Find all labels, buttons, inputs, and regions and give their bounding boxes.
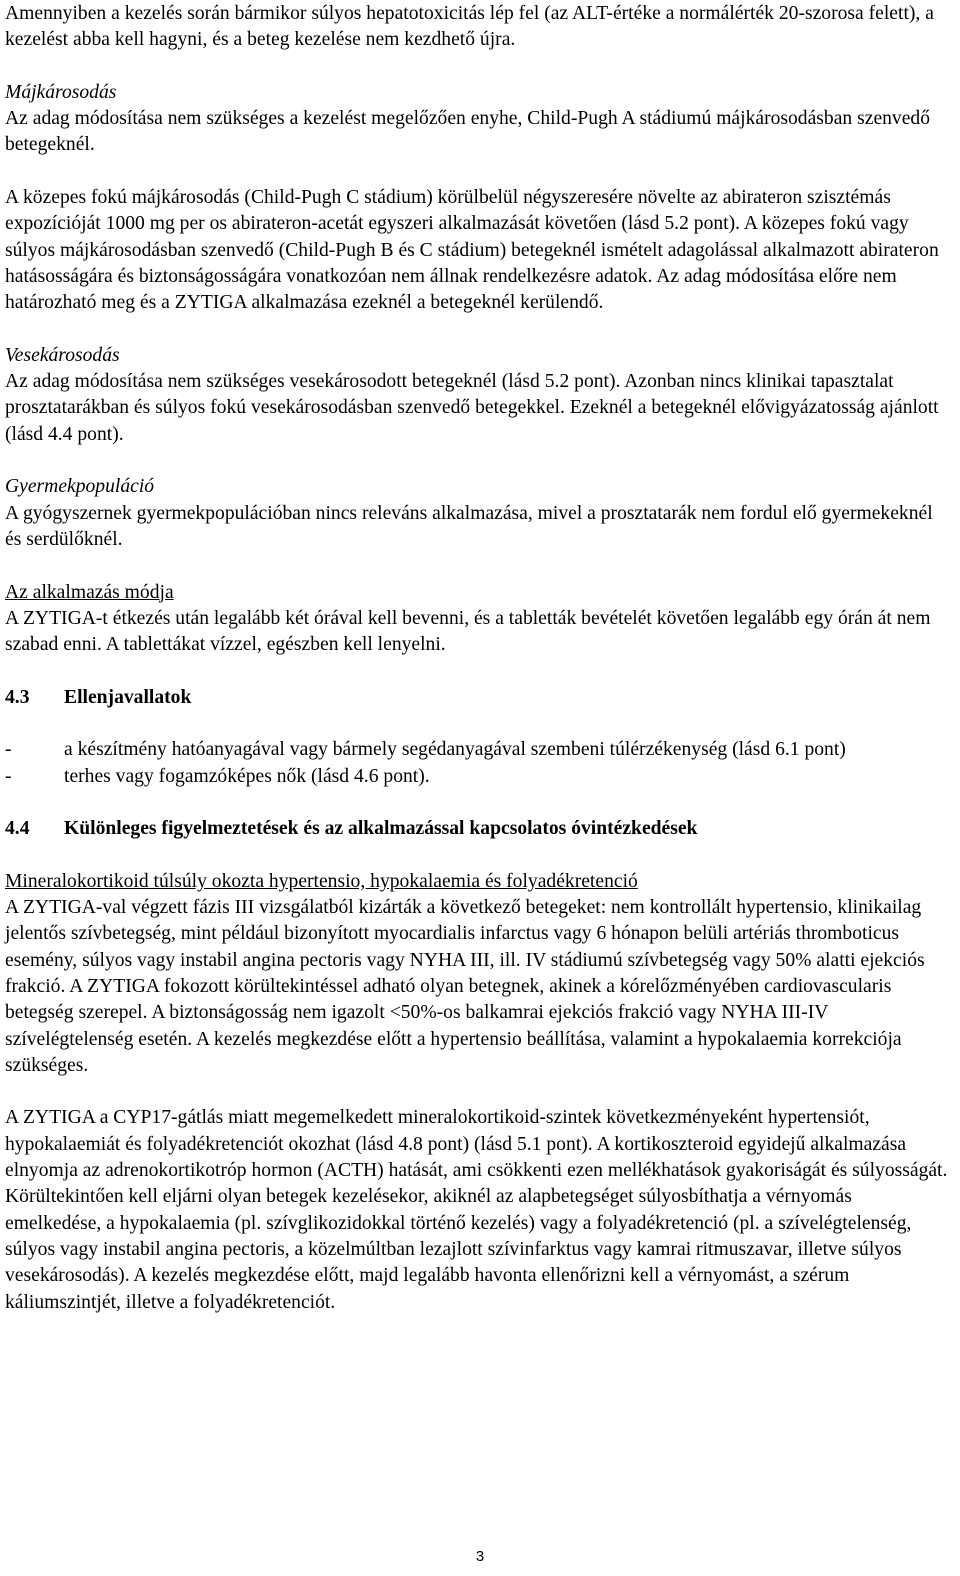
page-number: 3 [475,1548,485,1565]
hepatic-impairment-paragraph-2: A közepes fokú májkárosodás (Child-Pugh C stádium) körülbelül négyszeresére növelte az abirateron szisztémás expozícióját 1000 mg per os abirateron-acetát egyszeri alkalmazását követően (lásd 5.2 pont). A közepes fokú vagy súlyos májkárosodásban szenvedő (Child-Pugh B és C stádium) betegeknél ismételt adagolással alkalmazott abirateron hatásosságára és biztonságosságára vonatkozóan nem állnak rendelkezésre adatok. Az adag módosítása előre nem határozható meg és a ZYTIGA alkalmazása ezeknél a betegeknél kerülendő. [5,187,939,314]
section-title: Különleges figyelmeztetések és az alkalmazással kapcsolatos óvintézkedések [64,818,698,840]
section-number: 4.3 [5,686,30,708]
hepatotoxicity-paragraph: Amennyiben a kezelés során bármikor súlyos hepatotoxicitás lép fel (az ALT-értéke a normálérték 20-szorosa felett), a kezelést abba kell hagyni, és a beteg kezelése nem kezdhető újra. [5,3,934,51]
hepatic-impairment-paragraph-1: Az adag módosítása nem szükséges a kezelést megelőzően enyhe, Child-Pugh A stádiumú májkárosodásban szenvedő betegeknél. [5,108,931,156]
contraindication-item [5,764,953,790]
renal-impairment-title: Vesekárosodás [5,344,120,366]
pediatric-population-paragraph: A gyógyszernek gyermekpopulációban nincs releváns alkalmazása, mivel a prosztatarák nem fordul elő gyermekeknél és serdülőknél. [5,502,933,550]
pediatric-population-title: Gyermekpopuláció [5,476,155,498]
list-dash: - [5,739,12,761]
section-4-3-heading [5,685,953,711]
document-page [5,1,953,1316]
hepatic-impairment-title: Májkárosodás [5,81,117,103]
list-dash: - [5,765,12,787]
method-of-administration-paragraph: A ZYTIGA-t étkezés után legalább két órával kell bevenni, és a tabletták bevételét követően legalább egy órán át nem szabad enni. A tablettákat vízzel, egészben kell lenyelni. [5,607,931,656]
mineralocorticoid-paragraph-1: A ZYTIGA-val végzett fázis III vizsgálatból kizárták a következő betegeket: nem kontrollált hypertensio, klinikailag jelentős szívbetegség, mint például bizonyított myocardialis infarctus vagy 6 hónapon belüli artériás thromboticus esemény, súlyos vagy instabil angina pectoris vagy NYHA III, ill. IV stádiumú szívbetegség vagy 50% alatti ejekciós frakció. A ZYTIGA fokozott körültekintéssel adható olyan betegnek, akinek a kórelőzményében cardiovascularis betegség szerepel. A biztonságosság nem igazolt <50%-os balkamrai ejekciós frakció vagy NYHA III-IV szívelégtelenség esetén. A kezelés megkezdése előtt a hypertensio beállítása, valamint a hypokalaemia korrekciója szükséges. [5,897,925,1076]
contraindication-item [5,737,953,763]
section-title: Ellenjavallatok [64,686,192,708]
mineralocorticoid-excess-title: Mineralokortikoid túlsúly okozta hypertensio, hypokalaemia és folyadékretenció [5,870,638,892]
method-of-administration-title: Az alkalmazás módja [5,581,174,603]
list-item-text: terhes vagy fogamzóképes nők (lásd 4.6 pont). [64,765,430,787]
mineralocorticoid-paragraph-2: A ZYTIGA a CYP17-gátlás miatt megemelkedett mineralokortikoid-szintek következményeként hypertensiót, hypokalaemiát és folyadékretenciót okozhat (lásd 4.8 pont) (lásd 5.1 pont). A kortikoszteroid egyidejű alkalmazása elnyomja az adrenokortikotróp hormon (ACTH) hatását, ami csökkenti ezen mellékhatások gyakoriságát és súlyosságát. Körültekintően kell eljárni olyan betegek kezelésekor, akiknél az alapbetegséget súlyosbíthatja a vérnyomás emelkedése, a hypokalaemia (pl. szívglikozidokkal történő kezelés) vagy a folyadékretenció (pl. a szívelégtelenség, súlyos vagy instabil angina pectoris, a közelmúltban lezajlott szívinfarktus vagy kamrai ritmuszavar, illetve súlyos vesekárosodás). A kezelés megkezdése előtt, majd legalább havonta ellenőrizni kell a vérnyomást, a szérum káliumszintjét, illetve a folyadékretenciót. [5,1107,948,1313]
section-number: 4.4 [5,818,30,840]
section-4-4-heading [5,816,953,842]
list-item-text: a készítmény hatóanyagával vagy bármely segédanyagával szembeni túlérzékenység (lásd 6.1 pont) [64,739,846,761]
renal-impairment-paragraph: Az adag módosítása nem szükséges vesekárosodott betegeknél (lásd 5.2 pont). Azonban nincs klinikai tapasztalat prosztatarákban és súlyos fokú vesekárosodásban szenvedő betegekkel. Ezeknél a betegeknél elővigyázatosság ajánlott (lásd 4.4 pont). [5,371,939,445]
